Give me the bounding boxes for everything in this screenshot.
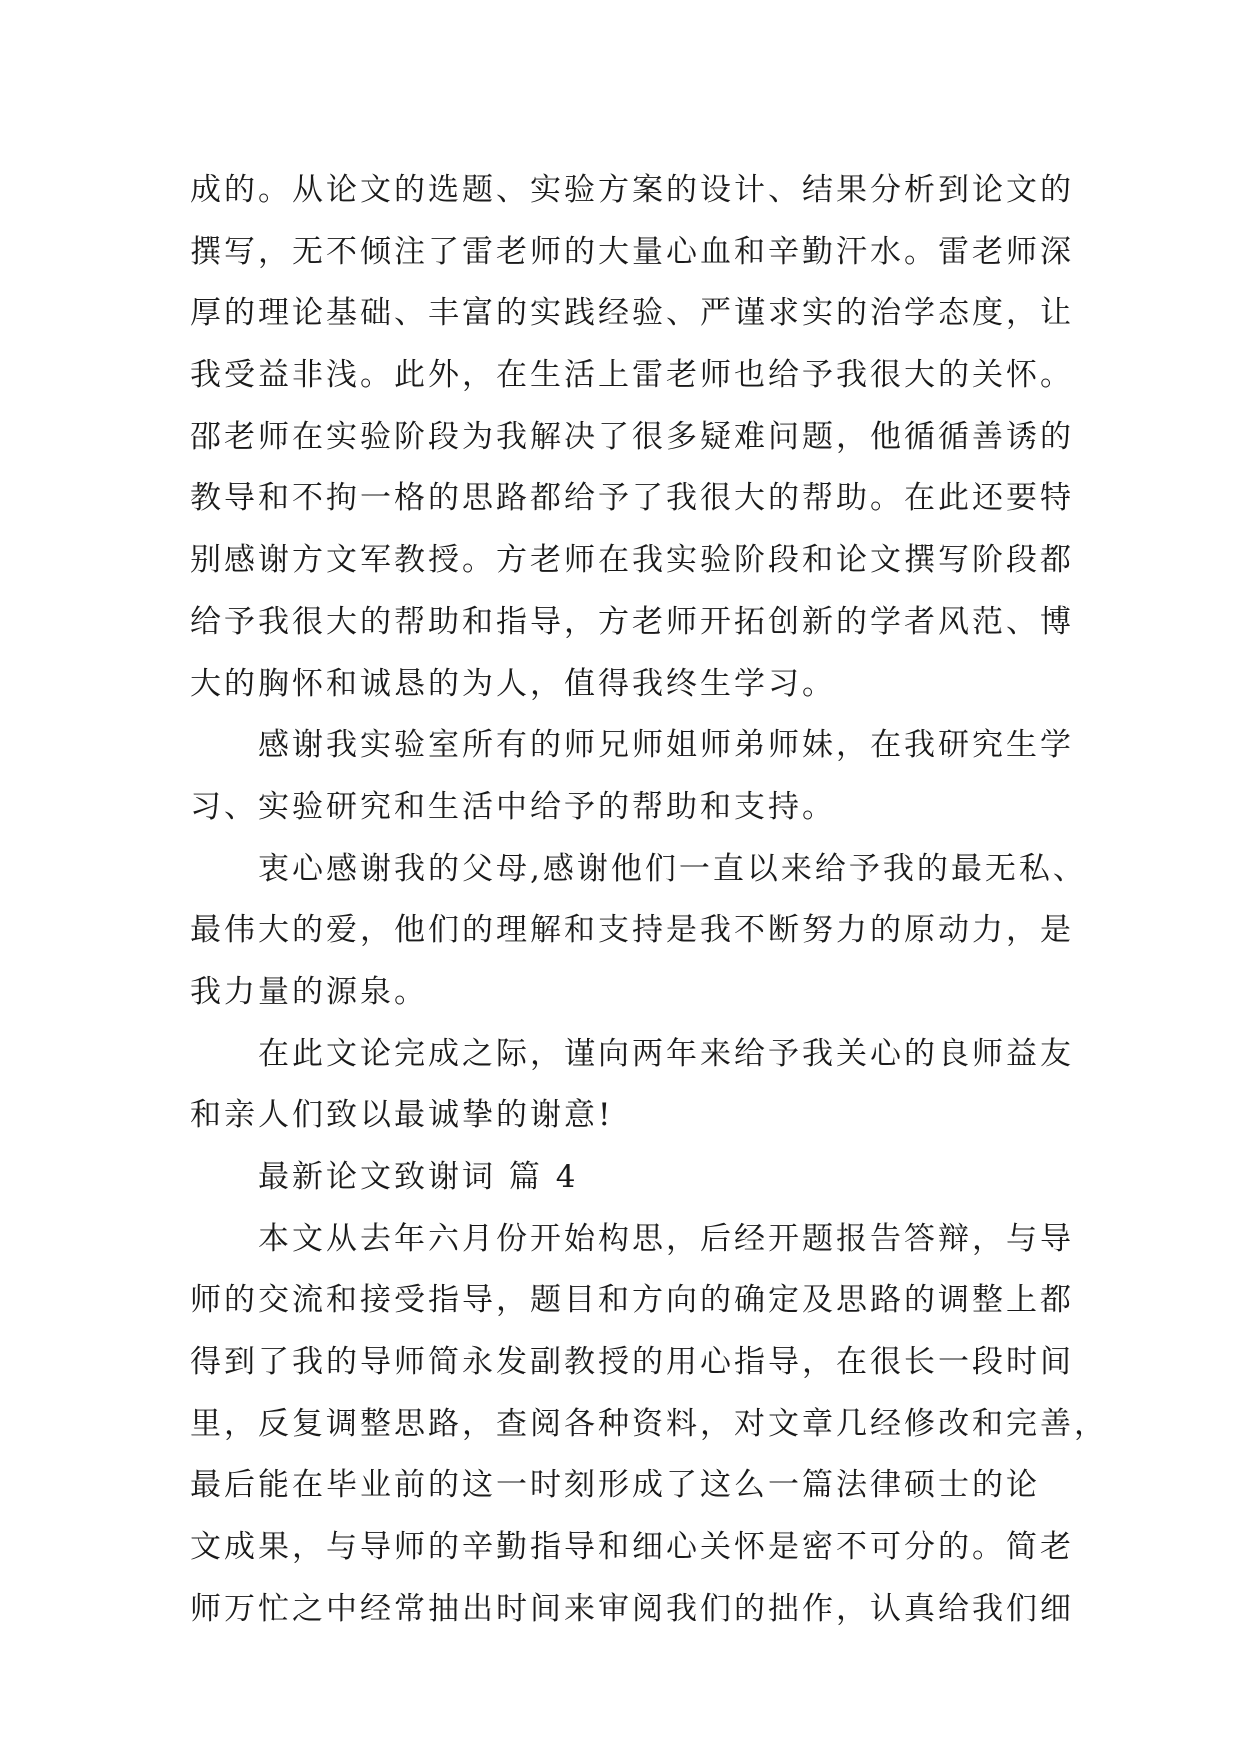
text-line: 里，反复调整思路，查阅各种资料，对文章几经修改和完善， bbox=[190, 1405, 1108, 1442]
text-line: 文成果，与导师的辛勤指导和细心关怀是密不可分的。简老 bbox=[190, 1529, 1074, 1566]
text-line: 大的胸怀和诚恳的为人，值得我终生学习。 bbox=[190, 665, 836, 702]
text-line: 给予我很大的帮助和指导，方老师开拓创新的学者风范、博 bbox=[190, 603, 1074, 640]
text-line: 习、实验研究和生活中给予的帮助和支持。 bbox=[190, 788, 836, 825]
text-line: 得到了我的导师简永发副教授的用心指导，在很长一段时间 bbox=[190, 1344, 1074, 1381]
text-line: 我受益非浅。此外，在生活上雷老师也给予我很大的关怀。 bbox=[190, 357, 1074, 394]
text-line: 感谢我实验室所有的师兄师姐师弟师妹，在我研究生学 bbox=[190, 727, 1074, 764]
text-line: 撰写，无不倾注了雷老师的大量心血和辛勤汗水。雷老师深 bbox=[190, 233, 1074, 270]
text-line: 师万忙之中经常抽出时间来审阅我们的拙作，认真给我们细 bbox=[190, 1590, 1074, 1627]
text-line: 师的交流和接受指导，题目和方向的确定及思路的调整上都 bbox=[190, 1282, 1074, 1319]
text-line: 教导和不拘一格的思路都给予了我很大的帮助。在此还要特 bbox=[190, 480, 1074, 517]
section-heading: 最新论文致谢词 篇 4 bbox=[190, 1159, 579, 1195]
text-line: 衷心感谢我的父母,感谢他们一直以来给予我的最无私、 bbox=[190, 850, 1087, 887]
text-line: 最后能在毕业前的这一时刻形成了这么一篇法律硕士的论 bbox=[190, 1467, 1040, 1504]
text-line: 最伟大的爱，他们的理解和支持是我不断努力的原动力，是 bbox=[190, 912, 1074, 949]
text-line: 在此文论完成之际，谨向两年来给予我关心的良师益友 bbox=[190, 1035, 1074, 1072]
text-line: 邵老师在实验阶段为我解决了很多疑难问题，他循循善诱的 bbox=[190, 418, 1074, 455]
text-line: 我力量的源泉。 bbox=[190, 973, 428, 1010]
text-line: 和亲人们致以最诚挚的谢意! bbox=[190, 1097, 614, 1134]
text-line: 厚的理论基础、丰富的实践经验、严谨求实的治学态度，让 bbox=[190, 295, 1074, 332]
text-line: 本文从去年六月份开始构思，后经开题报告答辩，与导 bbox=[190, 1220, 1074, 1257]
text-line: 成的。从论文的选题、实验方案的设计、结果分析到论文的 bbox=[190, 172, 1074, 208]
text-line: 别感谢方文军教授。方老师在我实验阶段和论文撰写阶段都 bbox=[190, 542, 1074, 579]
body-text bbox=[190, 160, 1108, 1641]
